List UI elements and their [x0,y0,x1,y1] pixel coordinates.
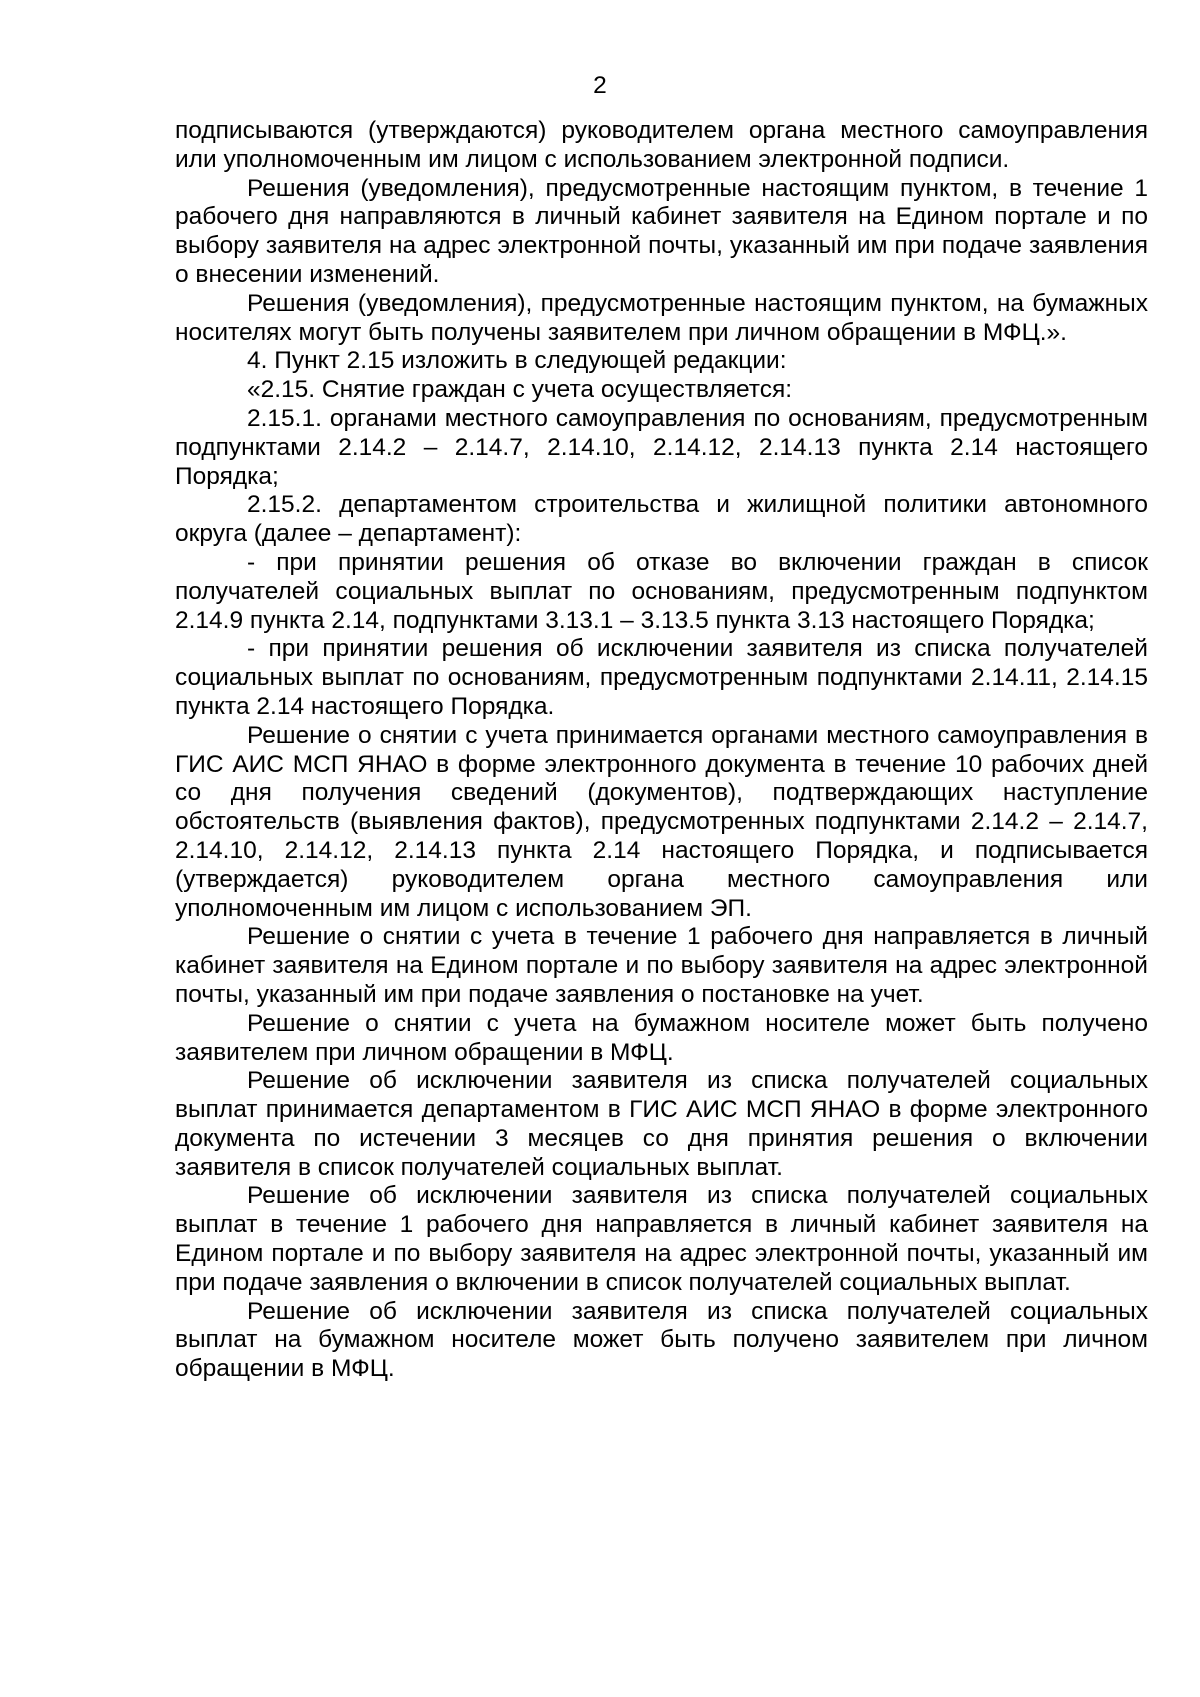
paragraph: подписываются (утверждаются) руководителем органа местного самоуправления или уполномоченным им лицом с использованием электронной подписи. [175,117,1148,173]
paragraph: «2.15. Снятие граждан с учета осуществляется: [247,376,793,404]
paragraph: Решение о снятии с учета принимается органами местного самоуправления в ГИС АИС МСП ЯНАО в форме электронного документа в течение 10 рабочих дней со дня получения сведений (документов), подтверждающих наступление обстоятельств (выявления фактов), предусмотренных подпунктами 2.14.2 – 2.14.7, 2.14.10, 2.14.12, 2.14.13 пункта 2.14 настоящего Порядка, и подписывается (утверждается) руководителем органа местного самоуправления или уполномоченным им лицом с использованием ЭП. [175,721,1148,922]
paragraph: Решение об исключении заявителя из списка получателей социальных выплат в течение 1 рабочего дня направляется в личный кабинет заявителя на Едином портале и по выбору заявителя на адрес электронной почты, указанный им при подаче заявления о включении в список получателей социальных выплат. [175,1182,1148,1296]
page-number: 2 [593,72,607,99]
paragraph: Решения (уведомления), предусмотренные настоящим пунктом, на бумажных носителях могут быть получены заявителем при личном обращении в МФЦ.». [175,289,1148,346]
paragraph: Решения (уведомления), предусмотренные настоящим пунктом, в течение 1 рабочего дня направляются в личный кабинет заявителя на Едином портале и по выбору заявителя на адрес электронной почты, указанный им при подаче заявления о внесении изменений. [175,174,1148,288]
paragraph: Решение о снятии с учета на бумажном носителе может быть получено заявителем при личном обращении в МФЦ. [175,1009,1148,1066]
paragraph: Решение о снятии с учета в течение 1 рабочего дня направляется в личный кабинет заявителя на Едином портале и по выбору заявителя на адрес электронной почты, указанный им при подаче заявления о постановке на учет. [175,923,1148,1008]
paragraph: - при принятии решения об отказе во включении граждан в список получателей социальных выплат по основаниям, предусмотренным подпунктом 2.14.9 пункта 2.14, подпунктами 3.13.1 – 3.13.5 пункта 3.13 настоящего Порядка; [175,548,1148,634]
document-body [175,117,1148,1384]
paragraph: Решение об исключении заявителя из списка получателей социальных выплат принимается департаментом в ГИС АИС МСП ЯНАО в форме электронного документа по истечении 3 месяцев со дня принятия решения о включении заявителя в список получателей социальных выплат. [175,1067,1148,1181]
paragraph: - при принятии решения об исключении заявителя из списка получателей социальных выплат по основаниям, предусмотренным подпунктами 2.14.11, 2.14.15 пункта 2.14 настоящего Порядка. [175,635,1148,720]
paragraph: Решение об исключении заявителя из списка получателей социальных выплат на бумажном носителе может быть получено заявителем при личном обращении в МФЦ. [175,1297,1148,1383]
paragraph: 4. Пункт 2.15 изложить в следующей редакции: [247,347,787,375]
paragraph: 2.15.1. органами местного самоуправления по основаниям, предусмотренным подпунктами 2.14.2 – 2.14.7, 2.14.10, 2.14.12, 2.14.13 пункта 2.14 настоящего Порядка; [175,404,1148,490]
paragraph: 2.15.2. департаментом строительства и жилищной политики автономного округа (далее – департамент): [175,491,1148,548]
